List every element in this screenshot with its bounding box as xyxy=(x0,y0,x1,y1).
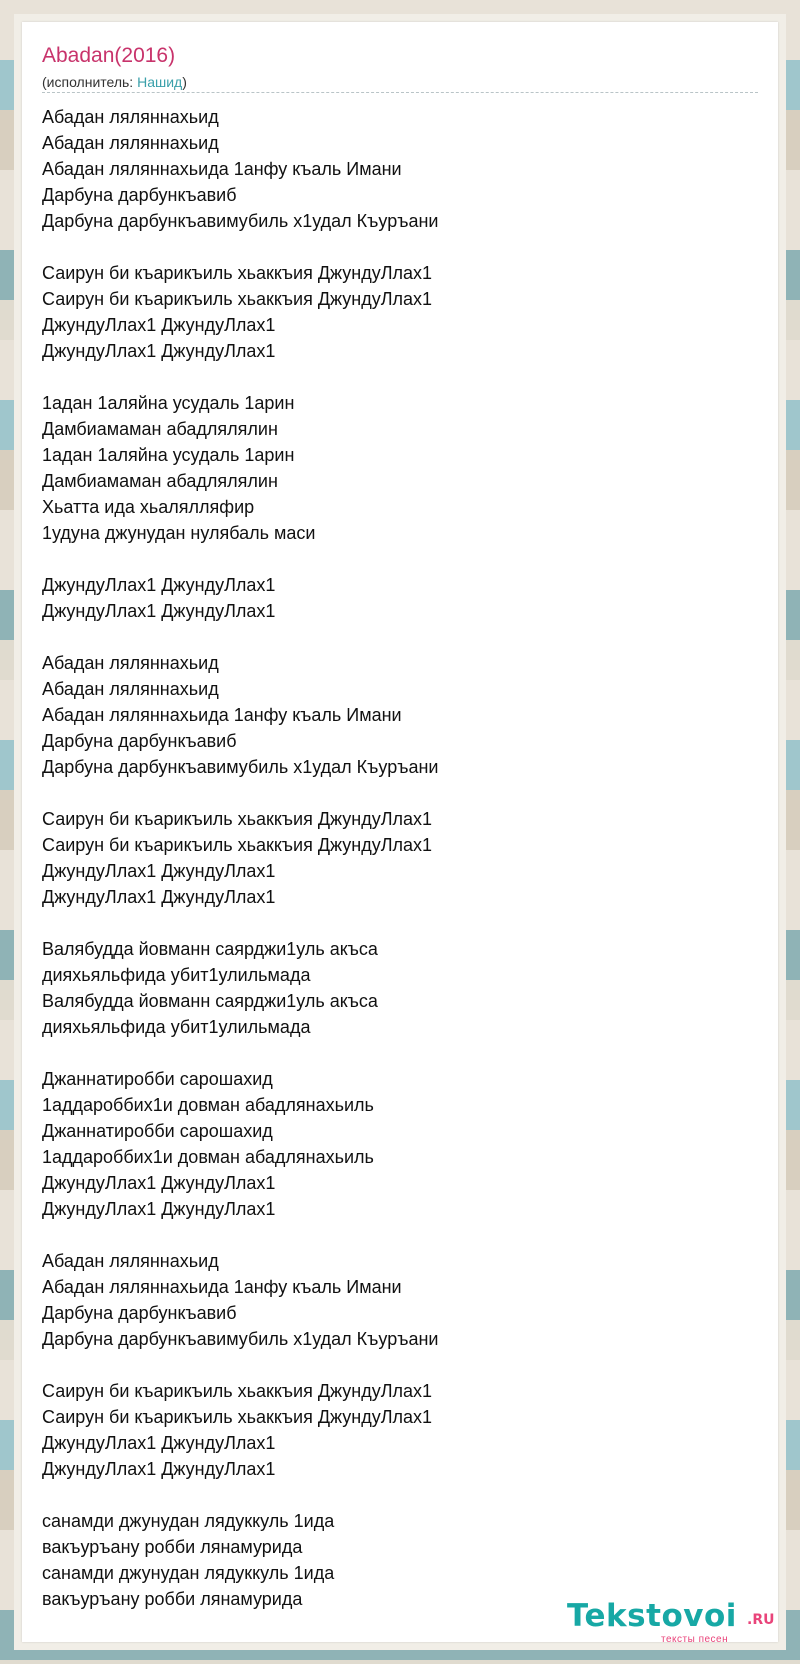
byline-prefix: (исполнитель: xyxy=(42,74,138,90)
logo-tld: .RU xyxy=(747,1612,775,1628)
stanza-break xyxy=(42,1040,742,1066)
stanza-break xyxy=(42,910,742,936)
lyrics-text xyxy=(42,104,742,1612)
lyric-line: Дарбуна дарбункъавиб xyxy=(42,1303,237,1323)
lyric-line: Дарбуна дарбункъавимубиль х1удал Къуръани xyxy=(42,757,439,777)
stanza-break xyxy=(42,1222,742,1248)
lyric-line: Джаннатиробби сарошахид xyxy=(42,1069,273,1089)
song-title: Abadan(2016) xyxy=(42,44,176,67)
stanza-break xyxy=(42,624,742,650)
byline-suffix: ) xyxy=(182,74,187,90)
lyric-line: ДжундуЛлах1 ДжундуЛлах1 xyxy=(42,341,276,361)
header-divider xyxy=(42,92,758,93)
lyric-line: Джаннатиробби сарошахид xyxy=(42,1121,273,1141)
lyric-line: Саирун би къарикъиль хьаккъия ДжундуЛлах1 xyxy=(42,1381,433,1401)
lyric-line: Дарбуна дарбункъавимубиль х1удал Къуръани xyxy=(42,211,439,231)
lyric-line: Абадан ляляннахьида 1анфу къаль Имани xyxy=(42,705,402,725)
lyric-line: Хьатта ида хьалялляфир xyxy=(42,497,255,517)
stanza-break xyxy=(42,1352,742,1378)
lyric-line: 1адан 1аляйна усудаль 1арин xyxy=(42,445,295,465)
lyric-line: вакъуръану робби лянамурида xyxy=(42,1589,303,1609)
lyric-line: ДжундуЛлах1 ДжундуЛлах1 xyxy=(42,1173,276,1193)
lyric-line: Абадан ляляннахьид xyxy=(42,679,219,699)
lyric-line: ДжундуЛлах1 ДжундуЛлах1 xyxy=(42,1433,276,1453)
lyric-line: санамди джунудан лядуккуль 1ида xyxy=(42,1511,335,1531)
lyric-line: Абадан ляляннахьида 1анфу къаль Имани xyxy=(42,159,402,179)
stanza-break xyxy=(42,364,742,390)
artist-link[interactable]: Нашид xyxy=(137,74,183,90)
lyric-line: 1удуна джунудан нулябаль маси xyxy=(42,523,316,543)
lyric-line: Валябудда йовманн саярджи1уль акъса xyxy=(42,939,378,959)
lyric-line: ДжундуЛлах1 ДжундуЛлах1 xyxy=(42,887,276,907)
lyric-line: санамди джунудан лядуккуль 1ида xyxy=(42,1563,335,1583)
lyric-line: Валябудда йовманн саярджи1уль акъса xyxy=(42,991,378,1011)
lyric-line: Дамбиамаман абадлялялин xyxy=(42,419,278,439)
lyric-line: ДжундуЛлах1 ДжундуЛлах1 xyxy=(42,1459,276,1479)
lyric-line: Саирун би къарикъиль хьаккъия ДжундуЛлах1 xyxy=(42,1407,433,1427)
artist-byline xyxy=(42,74,187,90)
logo-tagline: тексты песен xyxy=(661,1634,729,1645)
lyric-line: ДжундуЛлах1 ДжундуЛлах1 xyxy=(42,861,276,881)
lyric-line: Саирун би къарикъиль хьаккъия ДжундуЛлах1 xyxy=(42,263,433,283)
stanza-break xyxy=(42,1482,742,1508)
lyric-line: Дарбуна дарбункъавимубиль х1удал Къуръани xyxy=(42,1329,439,1349)
stanza-break xyxy=(42,780,742,806)
lyric-line: ДжундуЛлах1 ДжундуЛлах1 xyxy=(42,315,276,335)
lyric-line: Абадан ляляннахьид xyxy=(42,133,219,153)
lyric-line: Абадан ляляннахьид xyxy=(42,107,219,127)
lyric-line: ДжундуЛлах1 ДжундуЛлах1 xyxy=(42,601,276,621)
lyric-line: 1аддароббих1и довман абадлянахьиль xyxy=(42,1095,374,1115)
stanza-break xyxy=(42,234,742,260)
lyric-line: ДжундуЛлах1 ДжундуЛлах1 xyxy=(42,1199,276,1219)
site-logo[interactable] xyxy=(567,1598,775,1648)
lyric-line: вакъуръану робби лянамурида xyxy=(42,1537,303,1557)
lyric-line: Саирун би къарикъиль хьаккъия ДжундуЛлах1 xyxy=(42,289,433,309)
lyric-line: дияхьяльфида убит1улильмада xyxy=(42,965,311,985)
lyric-line: Саирун би къарикъиль хьаккъия ДжундуЛлах1 xyxy=(42,809,433,829)
lyric-line: Саирун би къарикъиль хьаккъия ДжундуЛлах1 xyxy=(42,835,433,855)
lyric-line: 1аддароббих1и довман абадлянахьиль xyxy=(42,1147,374,1167)
logo-wordmark: Tekstovoi xyxy=(567,1598,737,1634)
lyric-line: Дамбиамаман абадлялялин xyxy=(42,471,278,491)
lyric-line: Дарбуна дарбункъавиб xyxy=(42,185,237,205)
lyric-line: Абадан ляляннахьид xyxy=(42,653,219,673)
lyric-line: 1адан 1аляйна усудаль 1арин xyxy=(42,393,295,413)
lyric-line: Абадан ляляннахьид xyxy=(42,1251,219,1271)
lyric-line: ДжундуЛлах1 ДжундуЛлах1 xyxy=(42,575,276,595)
lyric-line: Дарбуна дарбункъавиб xyxy=(42,731,237,751)
lyric-line: Абадан ляляннахьида 1анфу къаль Имани xyxy=(42,1277,402,1297)
stanza-break xyxy=(42,546,742,572)
lyric-line: дияхьяльфида убит1улильмада xyxy=(42,1017,311,1037)
